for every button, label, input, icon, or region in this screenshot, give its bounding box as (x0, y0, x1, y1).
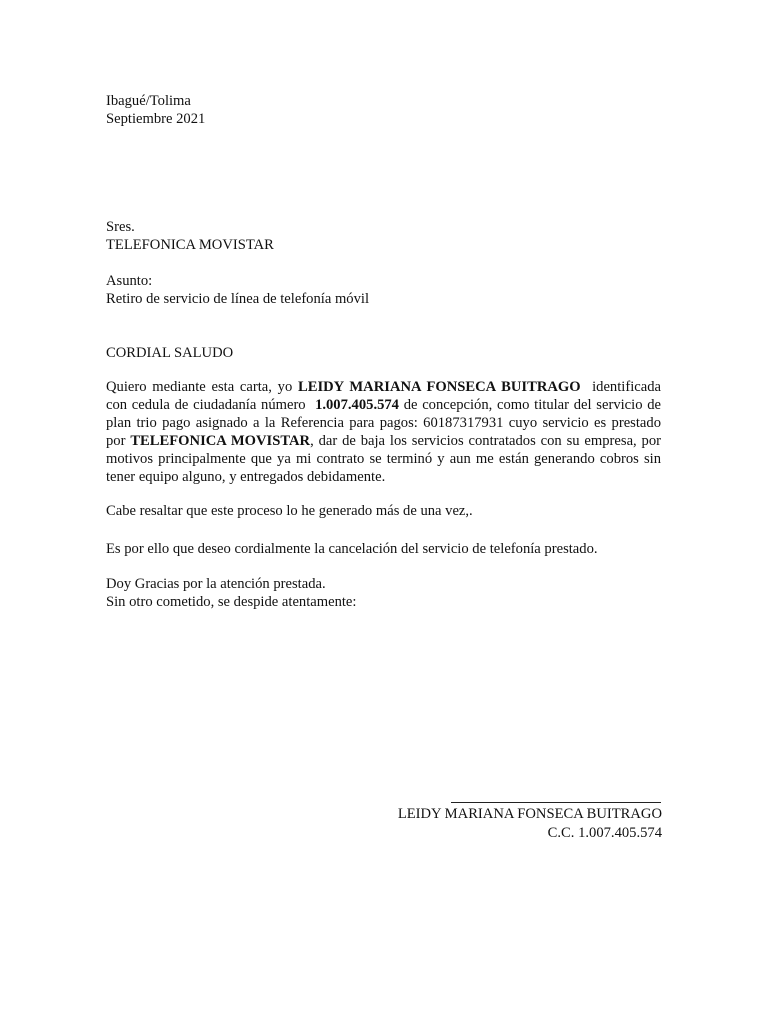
signature-name: LEIDY MARIANA FONSECA BUITRAGO (397, 806, 662, 822)
signature-id: C.C. 1.007.405.574 (547, 825, 662, 841)
body-paragraph-3: Es por ello que deseo cordialmente la cancelación del servicio de telefonía prestado. (106, 541, 598, 557)
letter-place: Ibagué/Tolima (106, 93, 191, 109)
recipient-salutation: Sres. (106, 219, 135, 235)
body-text: , dar de baja los servicios contratados con su empresa, por motivos principalmente que ya mi contrato se terminó y aun me están generando cobros sin tener equipo alguno, y entregados debidamente. (106, 433, 662, 485)
sender-id-bold: 1.007.405.574 (315, 397, 399, 413)
signature-line (451, 802, 661, 803)
closing-line-2: Sin otro cometido, se despide atentamente: (106, 594, 357, 610)
greeting: CORDIAL SALUDO (106, 345, 234, 361)
sender-name-bold: LEIDY MARIANA FONSECA BUITRAGO (297, 379, 581, 395)
body-text: Quiero mediante esta carta, yo (106, 379, 298, 395)
company-name-bold: TELEFONICA MOVISTAR (130, 433, 311, 449)
recipient-company: TELEFONICA MOVISTAR (106, 237, 274, 253)
subject-text: Retiro de servicio de línea de telefonía móvil (106, 291, 370, 307)
body-paragraph-2: Cabe resaltar que este proceso lo he generado más de una vez,. (106, 503, 473, 519)
subject-label: Asunto: (106, 273, 153, 289)
letter-date: Septiembre 2021 (106, 111, 206, 127)
body-text: identificada con cedula de ciudadanía número (106, 379, 665, 413)
body-paragraph-1 (106, 378, 665, 486)
body-text: de concepción, como titular del servicio de plan trio pago asignado a la Referencia para pagos: 60187317931 cuyo servicio es prestado por (106, 397, 661, 449)
closing-line-1: Doy Gracias por la atención prestada. (106, 576, 326, 592)
